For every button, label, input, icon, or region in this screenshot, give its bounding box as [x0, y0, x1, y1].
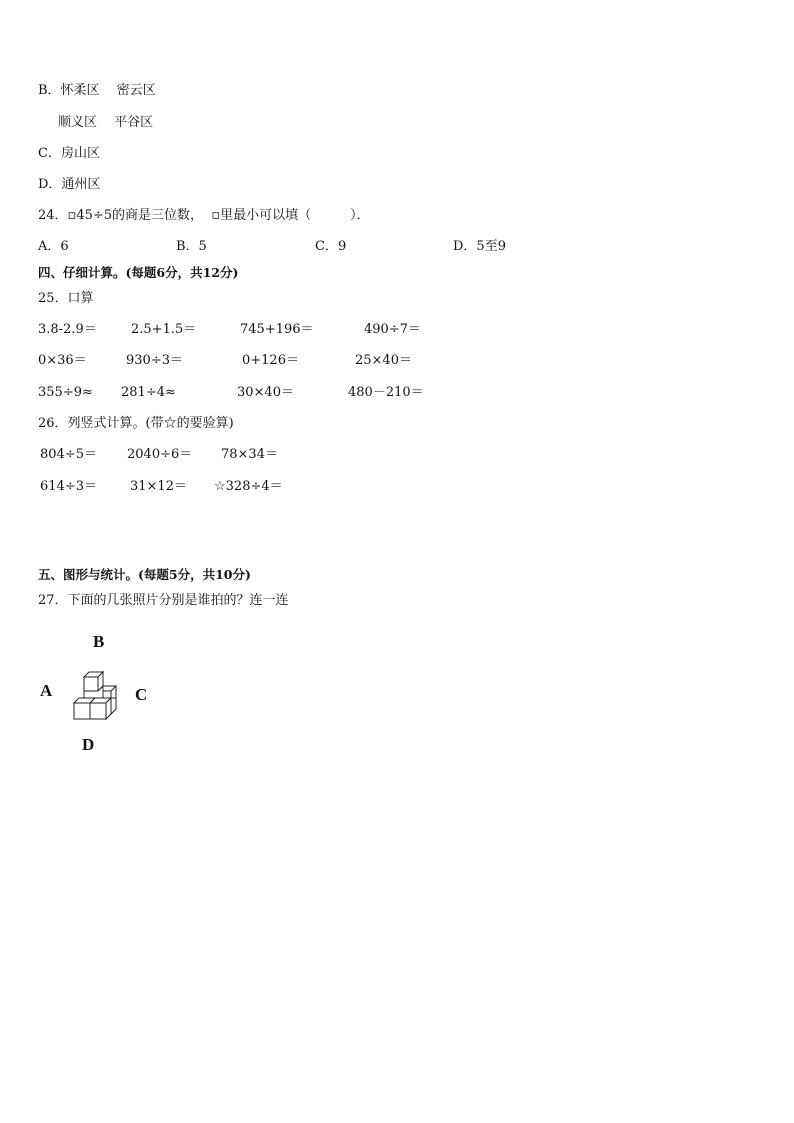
q24-option-b: B．5: [176, 239, 207, 254]
viewer-label-b: B: [93, 632, 105, 651]
q27-title: 27．下面的几张照片分别是谁拍的？连一连: [38, 593, 289, 608]
q26-item: 804÷5＝: [40, 447, 97, 462]
stacked-cubes-drawing: [70, 668, 122, 722]
q23-option-c: C．房山区: [38, 146, 100, 161]
q24-stem: 24．▫45÷5的商是三位数， ▫里最小可以填（ ）．: [38, 208, 370, 223]
q25-item: 0+126＝: [242, 353, 299, 368]
q23-option-b-line1: B．怀柔区 密云区: [38, 83, 156, 98]
q24-option-a: A．6: [38, 239, 69, 254]
q25-item: 281÷4≈: [121, 385, 176, 400]
q24-option-d: D．5至9: [453, 239, 506, 254]
section4-heading: 四、仔细计算。(每题6分，共12分): [38, 265, 239, 280]
section5-heading: 五、图形与统计。(每题5分，共10分): [38, 567, 251, 582]
q25-item: 30×40＝: [237, 385, 294, 400]
q23-option-b-line2: 顺义区 平谷区: [58, 115, 154, 130]
q26-item: 31×12＝: [130, 479, 187, 494]
q25-title: 25．口算: [38, 291, 94, 306]
viewer-label-c: C: [135, 685, 148, 704]
q25-item: 25×40＝: [355, 353, 412, 368]
q25-item: 490÷7＝: [364, 322, 421, 337]
q25-item: 3.8-2.9＝: [38, 322, 97, 337]
q24-option-c: C．9: [315, 239, 347, 254]
q23-option-d: D．通州区: [38, 177, 101, 192]
q26-item: 614÷3＝: [40, 479, 97, 494]
q26-item: ☆328÷4＝: [214, 479, 283, 494]
q25-item: 930÷3＝: [126, 353, 183, 368]
q25-item: 2.5+1.5＝: [131, 322, 197, 337]
viewer-label-a: A: [40, 681, 53, 700]
q26-item: 2040÷6＝: [127, 447, 193, 462]
q25-item: 480－210＝: [348, 385, 424, 400]
viewer-label-d: D: [82, 735, 95, 754]
q26-title: 26．列竖式计算。(带☆的要验算): [38, 416, 234, 431]
q25-item: 355÷9≈: [38, 385, 93, 400]
q25-item: 0×36＝: [38, 353, 87, 368]
q25-item: 745+196＝: [240, 322, 314, 337]
q26-item: 78×34＝: [221, 447, 278, 462]
